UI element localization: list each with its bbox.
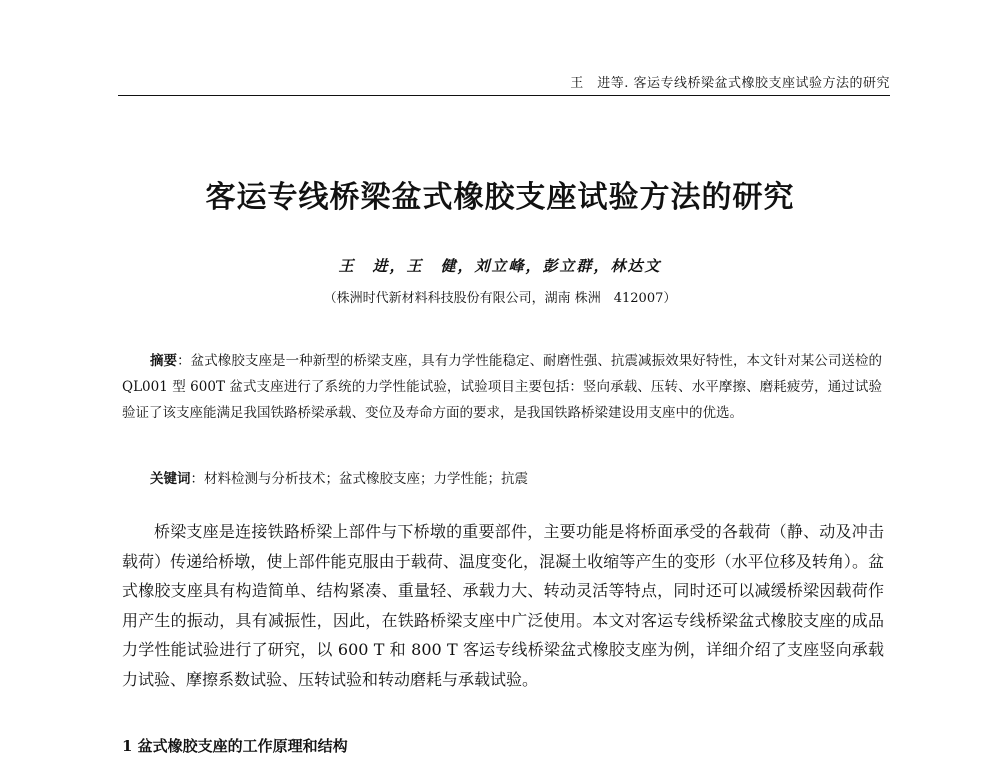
abstract-label: 摘要 xyxy=(150,353,178,369)
keywords-text: ：材料检测与分析技术；盆式橡胶支座；力学性能；抗震 xyxy=(190,471,528,487)
affiliation: （株洲时代新材料科技股份有限公司，湖南 株洲 412007） xyxy=(323,291,677,306)
author-list: 王 进，王 健，刘立峰，彭立群，林达文 xyxy=(338,257,662,275)
abstract xyxy=(122,348,882,426)
keywords xyxy=(150,469,528,489)
keywords-label: 关键词 xyxy=(150,471,191,487)
paper-title: 客运专线桥梁盆式橡胶支座试验方法的研究 xyxy=(205,180,795,215)
abstract-text: ：盆式橡胶支座是一种新型的桥梁支座，具有力学性能稳定、耐磨性强、抗震减振效果好特性，本文针对某公司送检的 QL001 型 600T 盆式支座进行了系统的力学性能试验，试验项目主要包括：竖向承载、压转、水平摩擦、磨耗疲劳，通过试验验证了该支座能满足我国铁路桥梁承载、变位及寿命方面的要求，是我国铁路桥梁建设用支座中的优选。 xyxy=(122,353,883,421)
section-heading: 1 盆式橡胶支座的工作原理和结构 xyxy=(122,737,348,755)
body-paragraph: 桥梁支座是连接铁路桥梁上部件与下桥墩的重要部件，主要功能是将桥面承受的各载荷（静、动及冲击载荷）传递给桥墩，使上部件能克服由于载荷、温度变化，混凝土收缩等产生的变形（水平位移及转角）。盆式橡胶支座具有构造简单、结构紧凑、重量轻、承载力大、转动灵活等特点，同时还可以减缓桥梁因载荷作用产生的振动，具有减振性，因此，在铁路桥梁支座中广泛使用。本文对客运专线桥梁盆式橡胶支座的成品力学性能试验进行了研究，以 600 T 和 800 T 客运专线桥梁盆式橡胶支座为例，详细介绍了支座竖向承载力试验、摩擦系数试验、压转试验和转动磨耗与承载试验。 xyxy=(122,522,884,689)
running-head: 王 进等. 客运专线桥梁盆式橡胶支座试验方法的研究 xyxy=(570,76,890,91)
header-rule xyxy=(118,95,890,96)
